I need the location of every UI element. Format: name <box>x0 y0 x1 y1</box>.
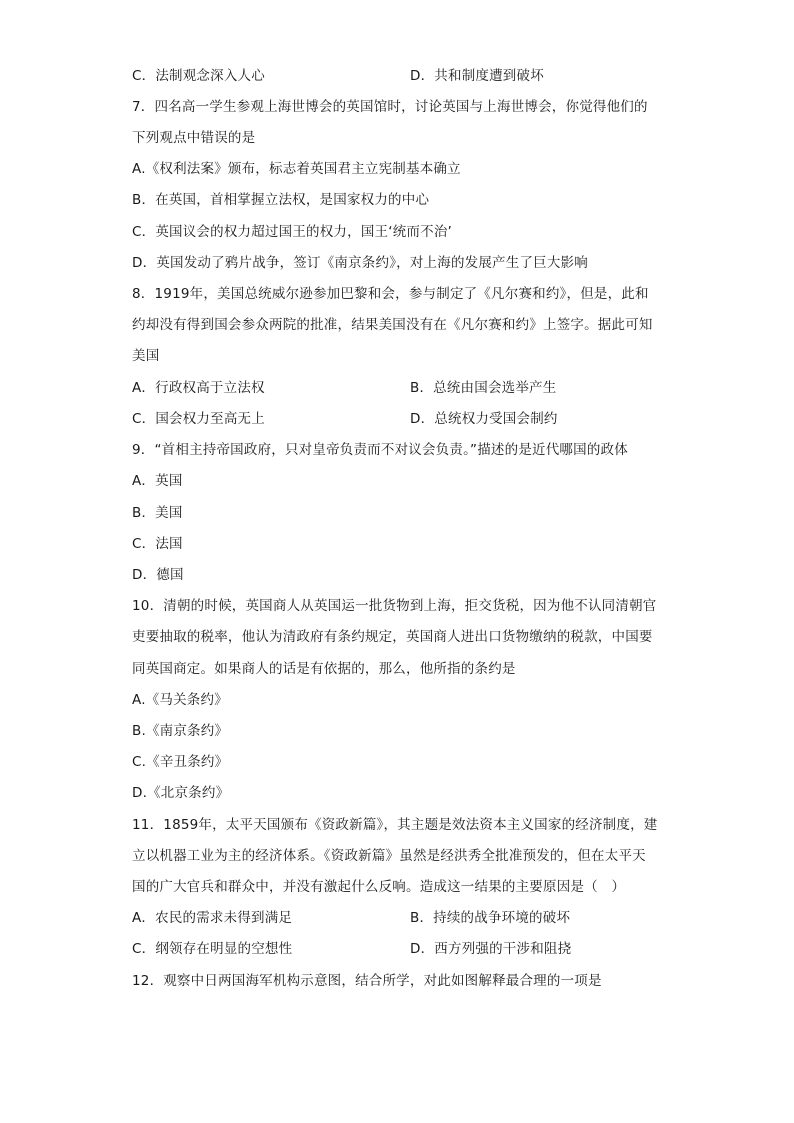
q6-option-c: C．法制观念深入人心 <box>132 68 265 84</box>
q11-stem-line2: 立以机器工业为主的经济体系。《资政新篇》虽然是经洪秀全批准预发的，但在太平天 <box>132 848 646 864</box>
q11-stem-line1: 11．1859年，太平天国颁布《资政新篇》，其主题是效法资本主义国家的经济制度，建 <box>132 817 658 833</box>
q10-option-d: D.《北京条约》 <box>132 785 230 801</box>
q8-option-b: B．总统由国会选举产生 <box>410 380 557 396</box>
q8-stem-line3: 美国 <box>132 348 160 364</box>
q9-option-a: A．英国 <box>132 473 183 489</box>
q7-option-c: C．英国议会的权力超过国王的权力，国王‘统而不治’ <box>132 224 453 240</box>
q11-option-c: C．纲领存在明显的空想性 <box>132 941 293 957</box>
q8-stem-line1: 8．1919年，美国总统威尔逊参加巴黎和会，参与制定了《凡尔赛和约》，但是，此和 <box>132 286 649 302</box>
q9-option-b: B．美国 <box>132 505 183 521</box>
q6-option-d: D．共和制度遭到破坏 <box>410 68 544 84</box>
q8-option-d: D．总统权力受国会制约 <box>410 411 558 427</box>
q10-stem-line2: 吏要抽取的税率，他认为清政府有条约规定，英国商人进出口货物缴纳的税款，中国要 <box>132 629 653 645</box>
q11-option-b: B．持续的战争环境的破坏 <box>410 910 571 926</box>
q8-option-a: A．行政权高于立法权 <box>132 380 265 396</box>
q10-stem-line3: 同英国商定。如果商人的话是有依据的，那么，他所指的条约是 <box>132 661 516 677</box>
q11-option-a: A．农民的需求未得到满足 <box>132 910 293 926</box>
q11-stem-line3: 国的广大官兵和群众中，并没有激起什么反响。造成这一结果的主要原因是（ ） <box>132 879 626 895</box>
q10-option-c: C.《辛丑条约》 <box>132 754 229 770</box>
q10-stem-line1: 10．清朝的时候，英国商人从英国运一批货物到上海，拒交货税，因为他不认同清朝官 <box>132 598 657 614</box>
q9-stem: 9．“首相主持帝国政府，只对皇帝负责而不对议会负责。”描述的是近代哪国的政体 <box>132 442 628 458</box>
q8-option-c: C．国会权力至高无上 <box>132 411 265 427</box>
q7-stem-line1: 7．四名高一学生参观上海世博会的英国馆时，讨论英国与上海世博会，你觉得他们的 <box>132 99 648 115</box>
q11-option-d: D．西方列强的干涉和阻挠 <box>410 941 572 957</box>
q12-stem: 12．观察中日两国海军机构示意图，结合所学，对此如图解释最合理的一项是 <box>132 973 602 989</box>
q7-option-a: A.《权利法案》颁布，标志着英国君主立宪制基本确立 <box>132 161 461 177</box>
q8-stem-line2: 约却没有得到国会参众两院的批准，结果美国没有在《凡尔赛和约》上签字。据此可知 <box>132 317 653 333</box>
q10-option-b: B.《南京条约》 <box>132 723 229 739</box>
q9-option-c: C．法国 <box>132 536 183 552</box>
q7-option-d: D．英国发动了鸦片战争，签订《南京条约》，对上海的发展产生了巨大影响 <box>132 255 588 271</box>
q7-stem-line2: 下列观点中错误的是 <box>132 130 256 146</box>
q10-option-a: A.《马关条约》 <box>132 692 228 708</box>
q9-option-d: D．德国 <box>132 567 184 583</box>
q7-option-b: B．在英国，首相掌握立法权，是国家权力的中心 <box>132 192 430 208</box>
